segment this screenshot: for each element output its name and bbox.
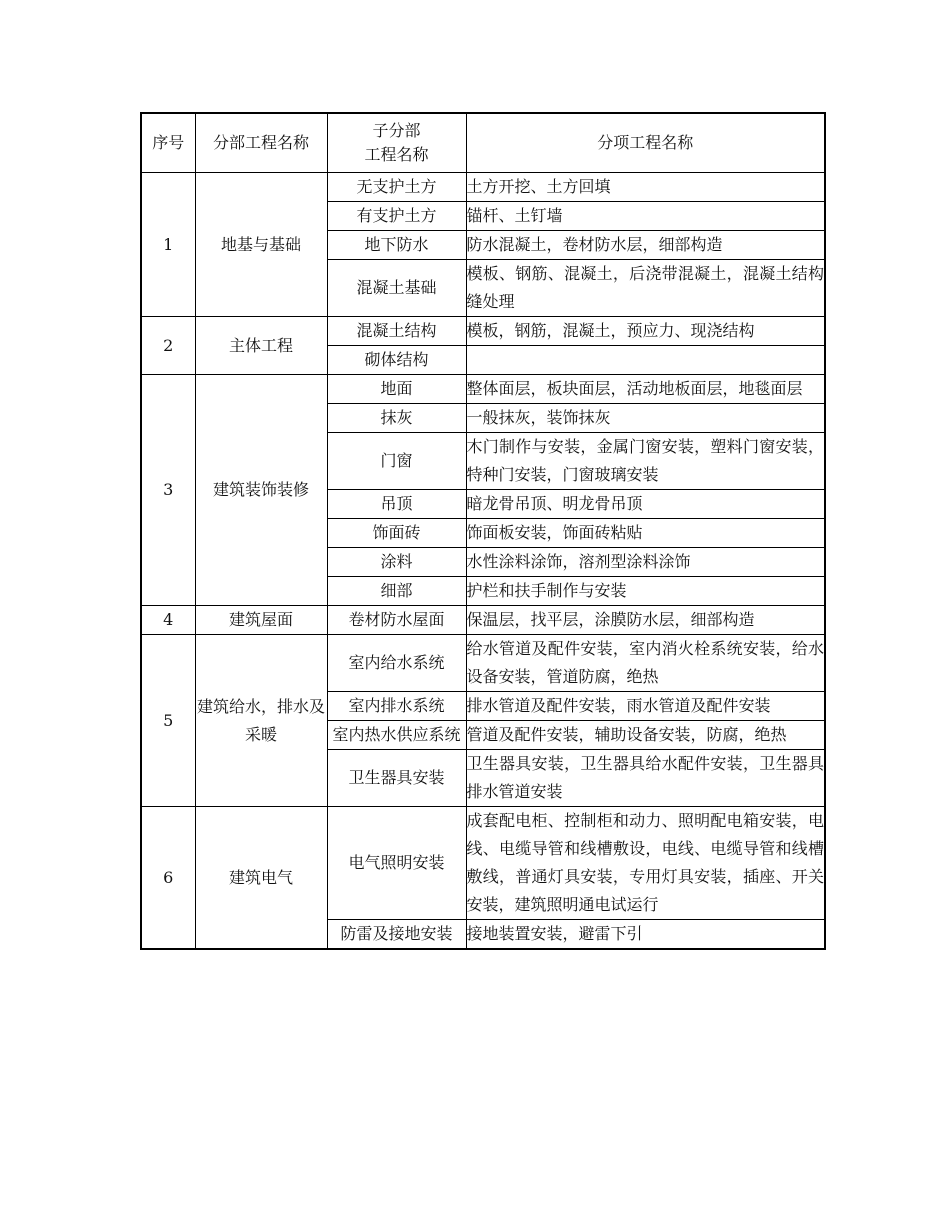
group-no: 1 [141,173,195,317]
header-subdivision-line1: 子分部 [372,121,421,140]
subdivision-name: 卷材防水屋面 [327,606,466,635]
items-cell: 饰面板安装，饰面砖粘贴 [466,519,825,548]
items-cell: 锚杆、土钉墙 [466,202,825,231]
items-cell [466,346,825,375]
division-name: 建筑电气 [195,807,327,950]
group-no: 2 [141,317,195,375]
header-row [141,113,825,173]
group-no: 4 [141,606,195,635]
items-cell: 护栏和扶手制作与安装 [466,577,825,606]
subdivision-name: 无支护土方 [327,173,466,202]
items-cell: 接地装置安装，避雷下引 [466,920,825,950]
items-cell: 给水管道及配件安装，室内消火栓系统安装，给水设备安装，管道防腐，绝热 [466,635,825,692]
division-name: 建筑屋面 [195,606,327,635]
subdivision-name: 防雷及接地安装 [327,920,466,950]
group-no: 3 [141,375,195,606]
items-cell: 木门制作与安装，金属门窗安装，塑料门窗安装，特种门安装，门窗玻璃安装 [466,433,825,490]
header-no: 序号 [141,113,195,173]
group-no: 5 [141,635,195,807]
header-subdivision-line2: 工程名称 [364,145,429,164]
subdivision-name: 地面 [327,375,466,404]
subdivision-name: 室内给水系统 [327,635,466,692]
items-cell: 管道及配件安装，辅助设备安装，防腐，绝热 [466,721,825,750]
subdivision-name: 混凝土基础 [327,260,466,317]
items-cell: 土方开挖、土方回填 [466,173,825,202]
engineering-breakdown-table [140,112,826,950]
subdivision-name: 混凝土结构 [327,317,466,346]
subdivision-name: 室内排水系统 [327,692,466,721]
subdivision-name: 抹灰 [327,404,466,433]
items-cell: 模板、钢筋、混凝土，后浇带混凝土，混凝土结构缝处理 [466,260,825,317]
subdivision-name: 室内热水供应系统 [327,721,466,750]
table-row [141,173,825,202]
subdivision-name: 地下防水 [327,231,466,260]
header-subdivision [327,113,466,173]
group-no: 6 [141,807,195,950]
subdivision-name: 细部 [327,577,466,606]
division-name: 地基与基础 [195,173,327,317]
subdivision-name: 有支护土方 [327,202,466,231]
division-name: 主体工程 [195,317,327,375]
subdivision-name: 门窗 [327,433,466,490]
header-division: 分部工程名称 [195,113,327,173]
items-cell: 卫生器具安装，卫生器具给水配件安装，卫生器具排水管道安装 [466,750,825,807]
table-row [141,375,825,404]
items-cell: 模板，钢筋，混凝土，预应力、现浇结构 [466,317,825,346]
subdivision-name: 饰面砖 [327,519,466,548]
subdivision-name: 涂料 [327,548,466,577]
items-cell: 成套配电柜、控制柜和动力、照明配电箱安装，电线、电缆导管和线槽敷设，电线、电缆导管和线槽敷线，普通灯具安装，专用灯具安装，插座、开关安装，建筑照明通电试运行 [466,807,825,920]
items-cell: 水性涂料涂饰，溶剂型涂料涂饰 [466,548,825,577]
items-cell: 整体面层，板块面层，活动地板面层，地毯面层 [466,375,825,404]
header-items: 分项工程名称 [466,113,825,173]
subdivision-name: 电气照明安装 [327,807,466,920]
table-row [141,807,825,920]
items-cell: 防水混凝土，卷材防水层，细部构造 [466,231,825,260]
items-cell: 保温层，找平层，涂膜防水层，细部构造 [466,606,825,635]
division-name: 建筑给水，排水及采暖 [195,635,327,807]
division-name: 建筑装饰装修 [195,375,327,606]
subdivision-name: 卫生器具安装 [327,750,466,807]
items-cell: 排水管道及配件安装，雨水管道及配件安装 [466,692,825,721]
table-row [141,317,825,346]
table-row [141,606,825,635]
subdivision-name: 砌体结构 [327,346,466,375]
table-row [141,635,825,692]
items-cell: 暗龙骨吊顶、明龙骨吊顶 [466,490,825,519]
subdivision-name: 吊顶 [327,490,466,519]
items-cell: 一般抹灰，装饰抹灰 [466,404,825,433]
